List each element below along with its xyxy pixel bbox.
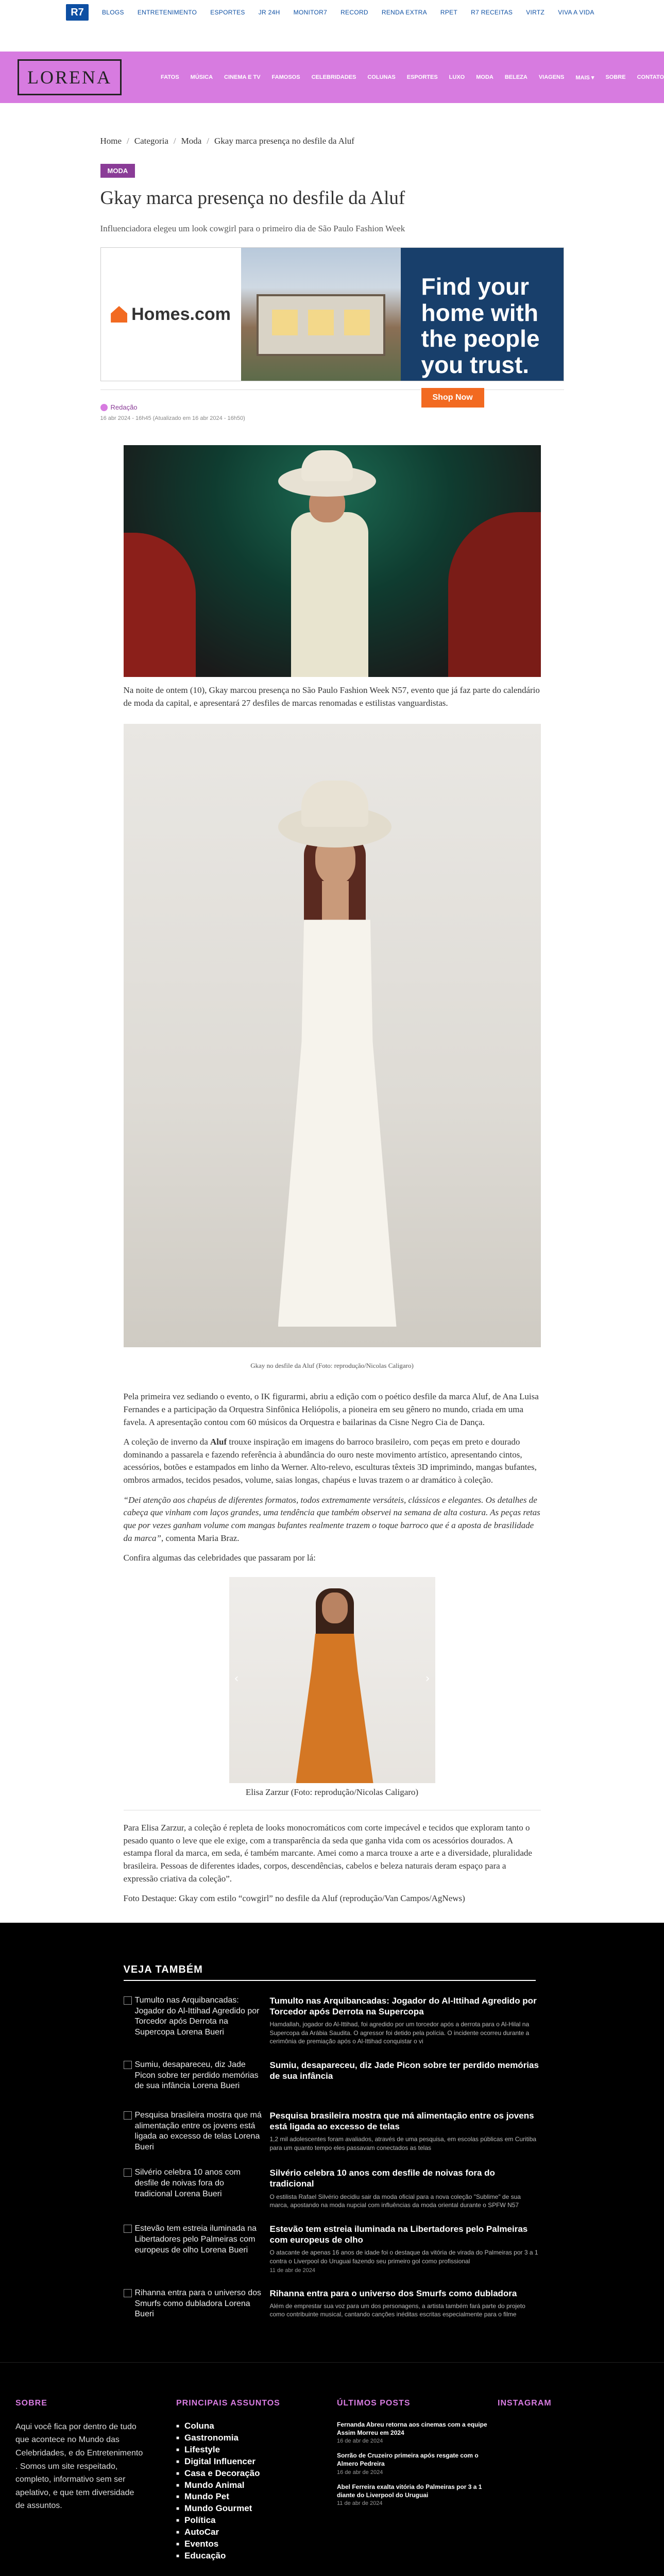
list-item[interactable] xyxy=(124,2224,541,2274)
nav-item[interactable]: VIAGENS xyxy=(538,74,565,80)
footer-heading: PRINCIPAIS ASSUNTOS xyxy=(176,2398,280,2408)
paragraph: Para Elisa Zarzur, a coleção é repleta de looks monocromáticos com corte impecável e tecidos que exploram tanto o pesado quanto o leve que ele exige, com a transparência da seda que ganha vida com os acessórios dourados. A estampa floral da marca, em seda, é também marcante. Amei como a marca trouxe a arte e a diversidade, pluralidade brasileira. Pessoas de diferentes idades, corpos, descendências, cabelos e beleza naturais deram espaço para a expressão criativa da coleção”. xyxy=(123,1822,532,1884)
nav-item-more[interactable] xyxy=(575,74,594,81)
paragraph: Confira algumas das celebridades que passaram por lá: xyxy=(123,1553,316,1563)
paragraph: Pela primeira vez sediando o evento, o IK figurarmi, abriu a edição com o poético desfile da marca Aluf, de Ana Luisa Fernandes e a participação da Orquestra Sinfônica Heliópolis, a pioneira em seu gênero no mundo, criada em uma favela. A apresentação contou com 60 músicos da Orquestra e bailarinas da Cisne Negro Cia de Dança. xyxy=(123,1392,539,1427)
related-excerpt: Hamdallah, jogador do Al-Ittihad, foi agredido por um torcedor após a derrota para o Al-Hilal na Supercopa da Arábia Saudita. O agressor foi detido pela polícia. O incidente ocorreu durante a cerimônia de premiação após o Al-Ittihad conquistar o vi xyxy=(269,2021,530,2045)
topic-link[interactable]: ■ Coluna xyxy=(176,2420,337,2432)
network-link[interactable]: RPET xyxy=(440,9,458,16)
topic-link[interactable]: ■ Mundo Gourmet xyxy=(176,2503,337,2515)
paragraph xyxy=(124,1436,541,1487)
related-thumbnail[interactable] xyxy=(124,2224,263,2274)
breadcrumb-separator: / xyxy=(207,136,210,146)
nav-item[interactable]: FATOS xyxy=(161,74,179,80)
author-name: Redação xyxy=(110,403,138,411)
main-nav xyxy=(161,74,664,81)
ad-house-image xyxy=(241,248,401,381)
list-item[interactable] xyxy=(337,2420,498,2444)
topic-link[interactable]: ■ Lifestyle xyxy=(176,2444,337,2456)
related-excerpt: Além de emprestar sua voz para um dos personagens, a artista também fará parte do projeto como contribuinte musical, cantando canções inéditas escritas especialmente para o filme xyxy=(269,2302,525,2318)
related-headline[interactable]: Pesquisa brasileira mostra que má alimentação entre os jovens está ligada ao excesso de telas xyxy=(269,2110,534,2132)
related-posts xyxy=(124,1923,541,2324)
footer-about-text: Aqui você fica por dentro de tudo que acontece no Mundo das Celebridades, e do Entretenimento . Somos um site respeitado, completo, informativo sem ser apelativo, e que tem diversidade de assuntos. xyxy=(15,2422,143,2511)
thumbnail-alt: Rihanna entra para o universo dos Smurfs como dubladora Lorena Bueri xyxy=(134,2288,261,2319)
network-link[interactable]: R7 RECEITAS xyxy=(471,9,513,16)
related-headline[interactable]: Tumulto nas Arquibancadas: Jogador do Al-Ittihad Agredido por Torcedor após Derrota na Supercopa xyxy=(269,1995,537,2017)
broken-image-icon xyxy=(124,2225,132,2233)
r7-logo[interactable]: R7 xyxy=(66,4,89,21)
breadcrumb-current: Gkay marca presença no desfile da Aluf xyxy=(214,136,354,146)
gkay-photo xyxy=(124,724,541,1347)
related-headline[interactable]: Estevão tem estreia iluminada na Libertadores pelo Palmeiras com europeus de olho xyxy=(269,2224,528,2245)
post-date: 16 de abr de 2024 xyxy=(337,2469,383,2476)
list-item[interactable] xyxy=(124,2167,541,2209)
footer-heading: INSTAGRAM xyxy=(498,2398,552,2408)
breadcrumb-moda[interactable]: Moda xyxy=(181,136,202,146)
related-excerpt: O estilista Rafael Silvério decidiu sair da moda oficial para a nova coleção "Sublime" de sua marca, apostando na moda nupcial com influências da moda oriental durante o SPFW N57 xyxy=(269,2193,521,2209)
ad-headline: Find your home with the people you trust. xyxy=(421,273,540,378)
nav-item[interactable]: LUXO xyxy=(449,74,465,80)
nav-item[interactable]: FAMOSOS xyxy=(271,74,300,80)
publish-dates: 16 abr 2024 - 16h45 (Atualizado em 16 abr 2024 - 16h50) xyxy=(100,415,245,421)
post-title[interactable]: Abel Ferreira exalta vitória do Palmeiras por 3 a 1 diante do Liverpool do Uruguai xyxy=(337,2483,482,2499)
brand-name: Aluf xyxy=(210,1437,227,1447)
nav-item[interactable]: BELEZA xyxy=(504,74,527,80)
quote-paragraph xyxy=(124,1494,541,1545)
chevron-left-icon[interactable]: ‹ xyxy=(234,1672,239,1685)
footer-about xyxy=(15,2399,176,2562)
avatar xyxy=(100,404,108,411)
post-title[interactable]: Fernanda Abreu retorna aos cinemas com a equipe Assim Morreu em 2024 xyxy=(337,2420,487,2436)
nav-item[interactable]: CINEMA E TV xyxy=(224,74,261,80)
broken-image-icon xyxy=(124,2289,132,2297)
featured-photo-credit: Foto Destaque: Gkay com estilo “cowgirl” no desfile da Aluf (reprodução/Van Campos/AgNews) xyxy=(123,1893,465,1904)
list-item[interactable] xyxy=(124,1995,541,2045)
footer-topics xyxy=(176,2399,337,2562)
network-link[interactable]: VIRTZ xyxy=(526,9,545,16)
nav-more-label: MAIS xyxy=(575,74,590,81)
topic-link[interactable]: ■ Casa e Decoração xyxy=(176,2468,337,2480)
nav-item[interactable]: CONTATO xyxy=(637,74,664,80)
topic-link[interactable]: ■ Digital Influencer xyxy=(176,2456,337,2468)
topic-link[interactable]: ■ Mundo Animal xyxy=(176,2480,337,2492)
broken-image-icon xyxy=(124,2111,132,2120)
related-thumbnail[interactable] xyxy=(124,2167,263,2209)
site-logo[interactable] xyxy=(18,59,122,95)
category-tag[interactable]: MODA xyxy=(100,164,135,178)
related-excerpt: 1,2 mil adolescentes foram avaliados, através de uma pesquisa, em escolas públicas em Curitiba para um quanto tempo eles passavam conectados as telas xyxy=(269,2136,537,2151)
ad-brand-panel xyxy=(101,248,241,381)
footer-posts xyxy=(337,2399,498,2562)
footer-instagram xyxy=(498,2399,658,2562)
list-item[interactable] xyxy=(124,2110,541,2153)
ad-brand xyxy=(111,304,231,325)
network-link[interactable]: VIVA A VIDA xyxy=(558,9,594,16)
nav-item[interactable]: ESPORTES xyxy=(406,74,438,80)
page-title: Gkay marca presença no desfile da Aluf xyxy=(100,188,405,209)
site-footer xyxy=(0,2362,664,2562)
chevron-down-icon: ▾ xyxy=(591,74,594,81)
related-thumbnail[interactable] xyxy=(124,1995,263,2045)
topics-list xyxy=(176,2420,337,2562)
network-link[interactable]: ENTRETENIMENTO xyxy=(137,9,197,16)
breadcrumb-home[interactable]: Home xyxy=(100,136,122,146)
related-thumbnail[interactable] xyxy=(124,2110,263,2153)
related-date: 11 de abr de 2024 xyxy=(269,2267,315,2274)
post-date: 11 de abr de 2024 xyxy=(337,2500,383,2506)
breadcrumb-separator: / xyxy=(173,136,176,146)
nav-item[interactable]: CELEBRIDADES xyxy=(311,74,356,80)
post-title[interactable]: Sorrão de Cruzeiro primeira após resgate com o Almero Pedreira xyxy=(337,2452,479,2468)
post-date: 16 de abr de 2024 xyxy=(337,2438,383,2445)
paragraph: Na noite de ontem (10), Gkay marcou presença no São Paulo Fashion Week N57, evento que já faz parte do calendário de moda da capital, e apresentará 27 desfiles de marcas renomadas e estilistas vanguardistas. xyxy=(123,685,540,708)
related-headline[interactable]: Sumiu, desapareceu, diz Jade Picon sobre ter perdido memórias de sua infância xyxy=(269,2060,539,2081)
topic-link[interactable]: ■ Educação xyxy=(176,2550,337,2562)
breadcrumb xyxy=(100,136,564,146)
broken-image-icon xyxy=(124,2061,132,2069)
broken-image-icon xyxy=(124,1996,132,2005)
ad-brand-text: Homes.com xyxy=(131,304,231,324)
paragraph-text: A coleção de inverno da xyxy=(123,1437,211,1447)
article-subtitle: Influenciadora elegeu um look cowgirl para o primeiro dia de São Paulo Fashion Week xyxy=(100,224,405,233)
quote-attribution: , comenta Maria Braz. xyxy=(161,1533,240,1543)
list-item[interactable] xyxy=(337,2451,498,2475)
site-logo-text: LORENA xyxy=(27,67,112,88)
network-link[interactable]: JR 24H xyxy=(258,9,280,16)
list-item[interactable] xyxy=(124,2060,541,2096)
related-excerpt: O atacante de apenas 16 anos de idade foi o destaque da vitória de virada do Palmeiras por 3 a 1 contra o Liverpool do Uruguai fazendo seu primeiro gol como profissional xyxy=(269,2249,538,2265)
network-bar xyxy=(0,0,664,25)
list-item[interactable] xyxy=(337,2483,498,2506)
paragraph-text: trouxe inspiração em imagens do barroco brasileiro, com peças em preto e dourado dominando a passarela e fazendo referência à abundância do ouro neste movimento artístico, apresentando cintos, acessórios, botões e estampados em linho da Werner. Alto-relevo, esculturas têxteis 3D imprimindo, mangas bufantes, ombros armados, tecidos pesados, volume, saias longas, chapéus e luvas trazem o ar dramático à coleção. xyxy=(123,1437,537,1485)
topic-link[interactable]: ■ Gastronomia xyxy=(176,2432,337,2444)
nav-item-moda[interactable]: MODA xyxy=(476,74,493,80)
footer-heading: SOBRE xyxy=(15,2398,47,2408)
related-thumbnail[interactable] xyxy=(124,2288,263,2324)
related-title: VEJA TAMBÉM xyxy=(124,1964,536,1981)
network-link[interactable]: ESPORTES xyxy=(210,9,245,16)
nav-item[interactable]: SOBRE xyxy=(605,74,626,80)
topic-link[interactable]: ■ AutoCar xyxy=(176,2527,337,2538)
ad-copy xyxy=(401,248,564,402)
network-link[interactable]: RENDA EXTRA xyxy=(381,9,427,16)
thumbnail-alt: Silvério celebra 10 anos com desfile de noivas fora do tradicional Lorena Bueri xyxy=(134,2168,241,2198)
topic-link[interactable]: ■ Política xyxy=(176,2515,337,2527)
breadcrumb-separator: / xyxy=(127,136,129,146)
photo-caption: Gkay no desfile da Aluf (Foto: reprodução/Nicolas Caligaro) xyxy=(250,1362,414,1370)
thumbnail-alt: Tumulto nas Arquibancadas: Jogador do Al-Ittihad Agredido por Torcedor após Derrota na Supercopa Lorena Bueri xyxy=(134,1995,260,2037)
nav-item[interactable]: COLUNAS xyxy=(367,74,396,80)
gallery-caption: Elisa Zarzur (Foto: reprodução/Nicolas Caligaro) xyxy=(245,1787,419,1797)
nav-item[interactable]: MÚSICA xyxy=(190,74,213,80)
chevron-right-icon[interactable]: › xyxy=(425,1672,430,1685)
article-body xyxy=(124,445,541,1905)
network-link[interactable]: RECORD xyxy=(340,9,368,16)
broken-image-icon xyxy=(124,2168,132,2177)
article-header xyxy=(100,136,564,234)
breadcrumb-category[interactable]: Categoria xyxy=(134,136,168,146)
related-thumbnail[interactable] xyxy=(124,2060,263,2096)
network-link[interactable]: BLOGS xyxy=(102,9,124,16)
advertisement[interactable] xyxy=(100,247,564,402)
house-icon xyxy=(111,306,127,323)
topic-link[interactable]: ■ Eventos xyxy=(176,2538,337,2550)
thumbnail-alt: Pesquisa brasileira mostra que má alimentação entre os jovens está ligada ao excesso de telas Lorena Bueri xyxy=(134,2110,262,2152)
footer-heading: ÚLTIMOS POSTS xyxy=(337,2398,411,2408)
related-headline[interactable]: Rihanna entra para o universo dos Smurfs como dubladora xyxy=(269,2288,517,2298)
network-link[interactable]: MONITOR7 xyxy=(293,9,328,16)
thumbnail-alt: Sumiu, desapareceu, diz Jade Picon sobre ter perdido memórias de sua infância Lorena Bueri xyxy=(134,2060,259,2091)
thumbnail-alt: Estevão tem estreia iluminada na Libertadores pelo Palmeiras com europeus de olho Lorena Bueri xyxy=(134,2224,257,2255)
ad-shop-button[interactable]: Shop Now xyxy=(421,388,484,408)
dark-section xyxy=(0,1923,664,2576)
related-headline[interactable]: Silvério celebra 10 anos com desfile de noivas fora do tradicional xyxy=(269,2168,495,2189)
list-item[interactable] xyxy=(124,2288,541,2324)
site-header xyxy=(0,52,664,103)
hero-photo xyxy=(124,445,541,677)
topic-link[interactable]: ■ Mundo Pet xyxy=(176,2491,337,2503)
quote: “Dei atenção aos chapéus de diferentes formatos, todos extremamente versáteis, clássicos e elegantes. Os detalhes de cabeça que vinham com laços grandes, uma tendência que também observei na semana de alta costura. As peças retas que por vezes ganham volume com mangas bufantes realmente trazem o toque barroco que é a aposta de brasilidade da marca” xyxy=(123,1495,540,1543)
gallery-slide xyxy=(229,1577,435,1783)
